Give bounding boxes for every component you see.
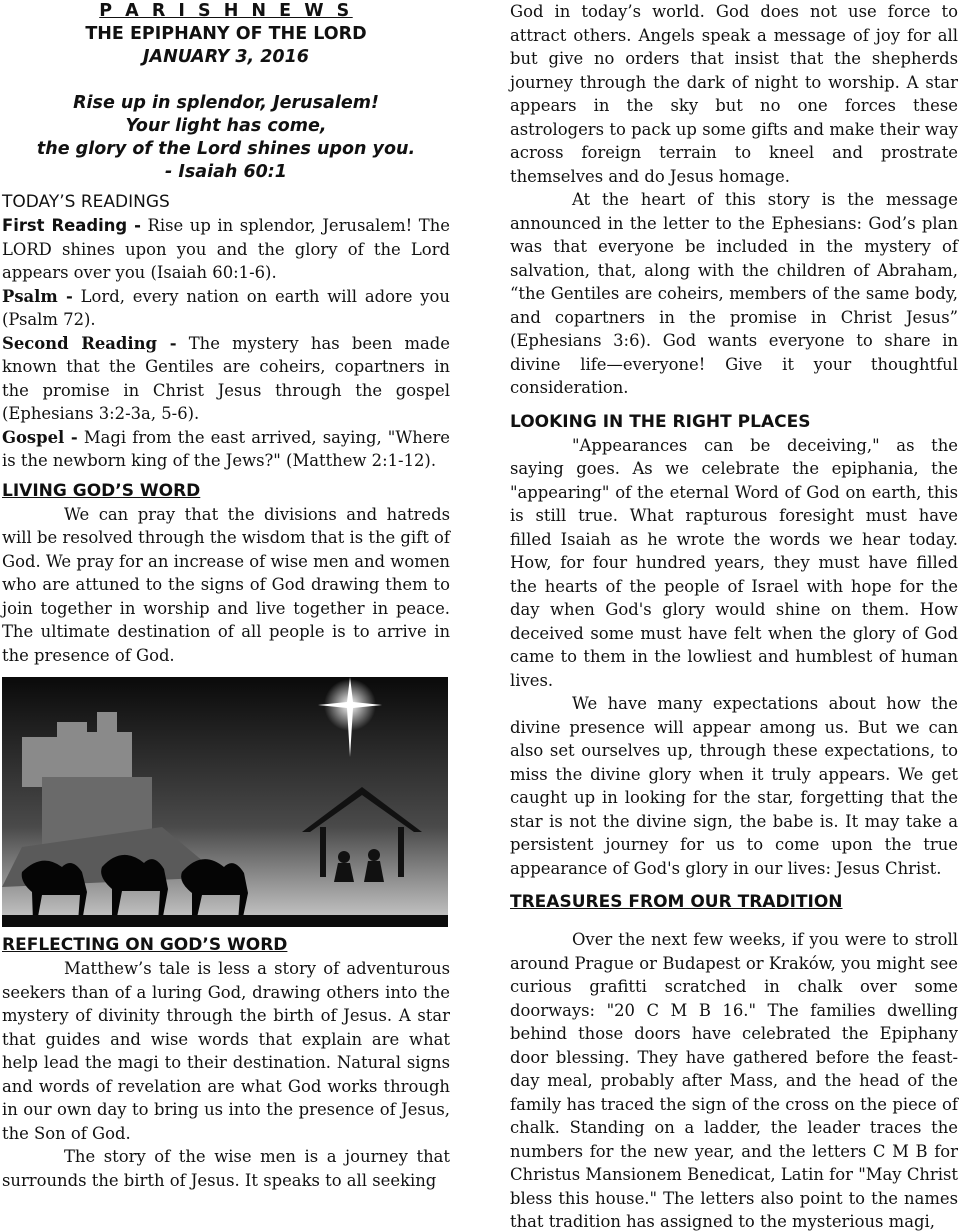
treasures-p1: Over the next few weeks, if you were to stroll around Prague or Budapest or Kraków, you might see curious grafitti scratched in chalk over some doorways: "20 C M B 16." The families dwelling behind those doors have celebrated the Epiphany door blessing. They have gathered before the feast-day meal, probably after Mass, and the head of the family has traced the sign of the cross on the piece of chalk. Standing on a ladder, the leader traces the numbers for the new year, and the letters C M B for Christus Mansionem Benedicat, Latin for "May Christ bless this house." The letters also point to the names that tradition has assigned to the mysterious magi, (510, 930, 958, 1231)
reflecting-p3: At the heart of this story is the message announced in the letter to the Ephesians: God’s plan was that everyone be included in the mystery of salvation, that, along with the children of Abraham, “the Gentiles are coheirs, members of the same body, and copartners in the promise in Christ Jesus” (Ephesians 3:6). God wants everyone to share in divine life—everyone! Give it your thoughtful consideration. (510, 190, 958, 397)
reflecting-p2-continued: God in today’s world. God does not use force to attract others. Angels speak a message of joy for all but give no orders that insist that the shepherds journey through the dark of night to worship. A star appears in the sky but no one forces these astrologers to pack up some gifts and make their way across foreign terrain to kneel and prostrate themselves and do Jesus homage. (510, 2, 958, 186)
psalm: Psalm - Lord, every nation on earth will adore you (Psalm 72). (2, 286, 450, 329)
first-reading: First Reading - Rise up in splendor, Jerusalem! The LORD shines upon you and the glory of the Lord appears over you (Isaiah 60:1-6). (2, 216, 450, 282)
parish-news-banner: P A R I S H N E W S (99, 1, 353, 21)
reflecting-heading: REFLECTING ON GOD’S WORD (2, 935, 288, 955)
date-line: JANUARY 3, 2016 (143, 47, 309, 67)
gospel-reading: Gospel - Magi from the east arrived, saying, "Where is the newborn king of the Jews?" (Matthew 2:1-12). (2, 427, 450, 470)
looking-p1: "Appearances can be deceiving," as the saying goes. As we celebrate the epiphania, the "appearing" of the eternal Word of God on earth, this is still true. What rapturous foresight must have filled Isaiah as he wrote the words we hear today. How, for four hundred years, they must have filled the hearts of the people of Israel with hope for the day when God's glory would shine on them. How deceived some must have felt when the glory of God came to them in the lowliest and humblest of human lives. (510, 435, 958, 690)
reflecting-p1: Matthew’s tale is less a story of adventurous seekers than of a luring God, drawing others into the mystery of divinity through the birth of Jesus. A star that guides and wise words that explain are what help lead the magi to their destination. Natural signs and words of revelation are what God works through in our own day to bring us into the presence of Jesus, the Son of God. (2, 959, 450, 1143)
verse-line-3: the glory of the Lord shines upon you. (36, 139, 416, 159)
page-title: THE EPIPHANY OF THE LORD (85, 24, 367, 44)
reflecting-p2: The story of the wise men is a journey that surrounds the birth of Jesus. It speaks to all seeking (2, 1147, 450, 1190)
living-heading: LIVING GOD’S WORD (2, 480, 201, 501)
right-column (510, 0, 958, 1231)
second-reading: Second Reading - The mystery has been made known that the Gentiles are coheirs, copartners in the promise in Christ Jesus through the gospel (Ephesians 3:2-3a, 5-6). (2, 333, 450, 423)
left-column (2, 0, 450, 1192)
magi-nativity-illustration (2, 677, 448, 927)
verse-line-2: Your light has come, (125, 116, 327, 136)
treasures-heading: TREASURES FROM OUR TRADITION (510, 892, 843, 912)
looking-p2: We have many expectations about how the divine presence will appear among us. But we can also set ourselves up, through these expectations, to miss the divine glory when it truly appears. We get caught up in looking for the star, forgetting that the star is not the divine sign, the babe is. It may take a persistent journey for us to come upon the true appearance of God's glory in our lives: Jesus Christ. (510, 694, 958, 878)
living-text: We can pray that the divisions and hatreds will be resolved through the wisdom that is the gift of God. We pray for an increase of wise men and women who are attuned to the signs of God drawing them to join together in worship and live together in peace. The ultimate destination of all people is to arrive in the presence of God. (2, 504, 450, 665)
looking-heading: LOOKING IN THE RIGHT PLACES (510, 411, 811, 432)
verse-line-1: Rise up in splendor, Jerusalem! (73, 93, 379, 113)
readings-heading: TODAY’S READINGS (2, 192, 170, 212)
verse-citation: - Isaiah 60:1 (165, 162, 287, 182)
